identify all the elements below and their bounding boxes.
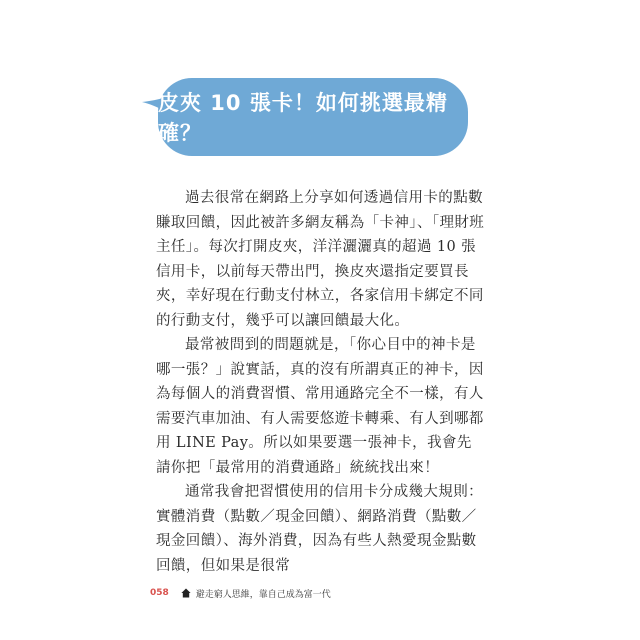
page-number: 058 <box>150 588 169 598</box>
paragraph-1: 過去很常在網路上分享如何透過信用卡的點數賺取回饋，因此被許多網友稱為「卡神」、「理財班主任」。每次打開皮夾，洋洋灑灑真的超過 10 張信用卡，以前每天帶出門，換皮夾還指定要買長夾，幸好現在行動支付林立，各家信用卡綁定不同的行動支付，幾乎可以讓回饋最大化。 <box>156 190 485 329</box>
home-icon <box>181 588 191 598</box>
paragraph-3: 通常我會把習慣使用的信用卡分成幾大規則：實體消費（點數／現金回饋）、網路消費（點數／現金回饋）、海外消費，因為有些人熱愛現金點數回饋，但如果是很常 <box>156 484 483 574</box>
running-book-title: 避走窮人思維，靠自己成為富一代 <box>195 589 331 600</box>
paragraph-2: 最常被問到的問題就是，「你心目中的神卡是哪一張？」說實話，真的沒有所謂真正的神卡，因為每個人的消費習慣、常用通路完全不一樣，有人需要汽車加油、有人需要悠遊卡轉乘、有人到哪都用 LINE Pay。所以如果要選一張神卡，我會先請你把「最常用的消費通路」統統找出來！ <box>156 337 484 476</box>
page-footer <box>150 583 331 603</box>
chapter-title: 皮夾 10 張卡！如何挑選最精確？ <box>158 91 448 145</box>
body-text <box>156 186 486 578</box>
